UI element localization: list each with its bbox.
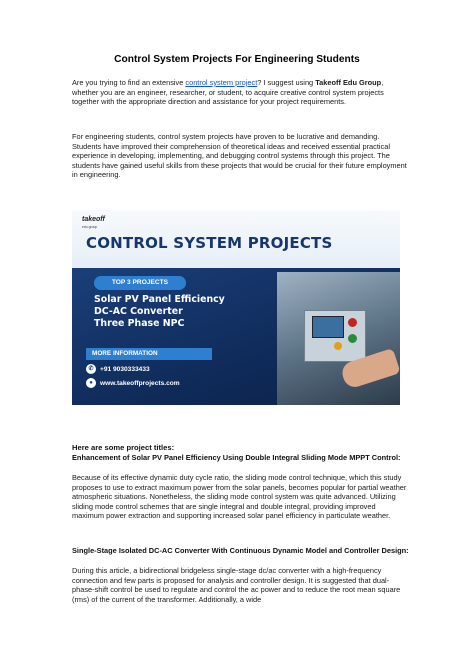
intro-paragraph (72, 78, 408, 107)
green-knob-icon (348, 334, 357, 343)
company-name: Takeoff Edu Group (315, 78, 382, 87)
project-titles-heading: Here are some project titles: (72, 443, 175, 452)
website-url: www.takeoffprojects.com (100, 379, 180, 387)
banner-project-list (94, 294, 274, 330)
promo-banner-image (72, 210, 400, 405)
banner-project-2: DC-AC Converter (94, 306, 183, 317)
website-contact (86, 378, 180, 388)
yellow-knob-icon (334, 342, 342, 350)
intro-text-mid: ? I suggest using (257, 78, 316, 87)
banner-title: CONTROL SYSTEM PROJECTS (86, 234, 333, 252)
paragraph-2: For engineering students, control system projects have proven to be lucrative and demanding. Students have improved their comprehension of theoretical ideas and received essential practical experience in developing, implementing, and debugging control systems through this project. The students have gained useful skills from these projects that would be crucial for their future employment in engineering. (72, 132, 407, 180)
phone-icon: ✆ (86, 364, 96, 374)
takeoff-logo-sub: edu group (82, 225, 98, 229)
globe-icon: ● (86, 378, 96, 388)
project-1-body: Because of its effective dynamic duty cycle ratio, the sliding mode control technique, which this study proposes to use to extract maximum power from the solar panels, becomes popular for partial weather atmospheric situations. Nonetheless, the sliding mode control system was quite advanced. Utilizing sliding mode control schemes that are single integral and double integral, providing improved maximum power extraction and supporting increased solar panel efficiency in particulate weather. (72, 473, 407, 521)
phone-contact (86, 364, 150, 374)
control-system-project-link[interactable]: control system project (185, 78, 258, 87)
page-title: Control System Projects For Engineering Students (114, 54, 360, 65)
banner-project-1: Solar PV Panel Efficiency (94, 294, 225, 305)
phone-number: +91 9030333433 (100, 365, 150, 373)
intro-text-rest: , whether you are an engineer, researcher, or student, to acquire creative control system projects together with the appropriate direction and assistance for your project requirements. (72, 78, 384, 107)
project-2-body: During this article, a bidirectional bridgeless single-stage dc/ac converter with a high-frequency connection and few parts is proposed for analysis and controller design. It is suggested that dual-phase-shift control be used to regulate and control the ac power and to reduce the root mean square (rms) of the current of the transformer. Additionally, a wide (72, 566, 401, 604)
red-knob-icon (348, 318, 357, 327)
intro-text-start: Are you trying to find an extensive (72, 78, 186, 87)
project-2-title: Single-Stage Isolated DC-AC Converter With Continuous Dynamic Model and Controller Design: (72, 546, 409, 555)
more-information-bar: MORE INFORMATION (86, 348, 212, 360)
project-1-title: Enhancement of Solar PV Panel Efficiency Using Double Integral Sliding Mode MPPT Control: (72, 453, 401, 462)
takeoff-logo: takeoff (82, 216, 105, 223)
top-projects-pill: TOP 3 PROJECTS (94, 276, 186, 290)
panel-screen (312, 316, 344, 338)
banner-project-3: Three Phase NPC (94, 318, 185, 329)
